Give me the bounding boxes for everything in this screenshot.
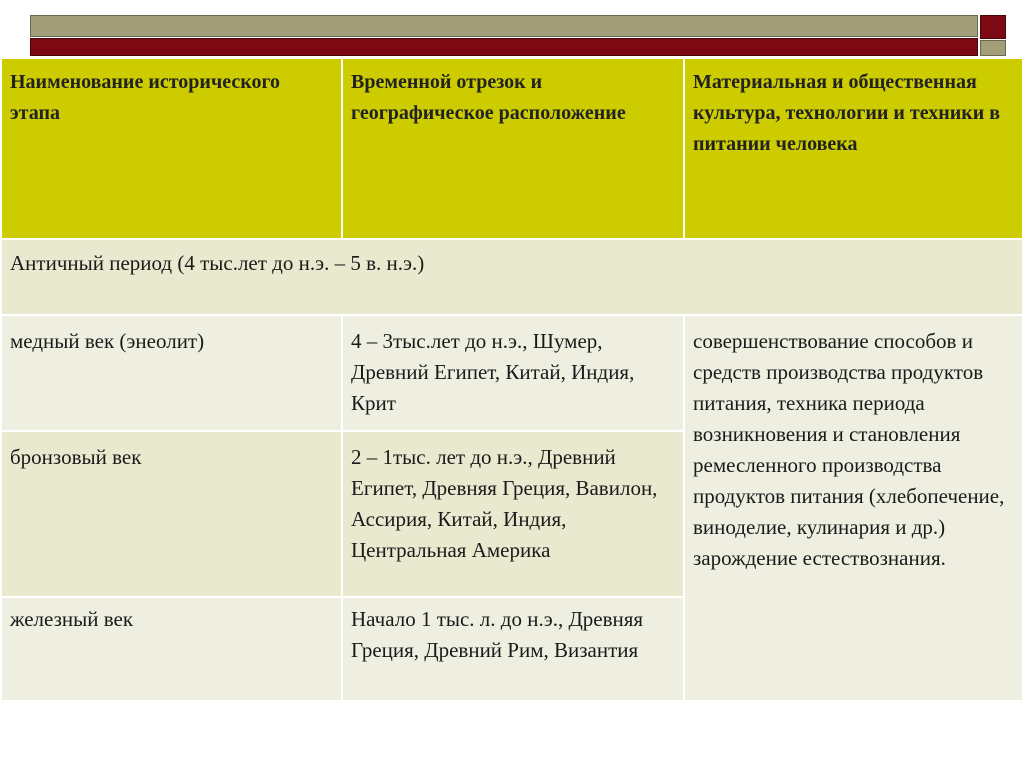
time-cell: 4 – 3тыс.лет до н.э., Шумер, Древний Египет, Китай, Индия, Крит [342, 315, 684, 431]
decor-square-olive [980, 40, 1006, 56]
table-header-row [1, 58, 1023, 239]
stage-cell: железный век [1, 597, 342, 701]
header-stage-name: Наименование исторического этапа [1, 58, 342, 239]
history-table [0, 57, 1024, 702]
header-time-location: Временной отрезок и географическое расположение [342, 58, 684, 239]
period-title: Античный период (4 тыс.лет до н.э. – 5 в. н.э.) [1, 239, 1023, 315]
header-culture: Материальная и общественная культура, технологии и техники в питании человека [684, 58, 1023, 239]
decor-square-red [980, 15, 1006, 39]
stage-cell: бронзовый век [1, 431, 342, 597]
time-cell: 2 – 1тыс. лет до н.э., Древний Египет, Древняя Греция, Вавилон, Ассирия, Китай, Индия, Центральная Америка [342, 431, 684, 597]
decor-bar-olive [30, 15, 978, 37]
table-row [1, 315, 1023, 431]
stage-cell: медный век (энеолит) [1, 315, 342, 431]
time-cell: Начало 1 тыс. л. до н.э., Древняя Греция, Древний Рим, Византия [342, 597, 684, 701]
culture-cell: совершенствование способов и средств производства продуктов питания, техника периода возникновения и становления ремесленного производства продуктов питания (хлебопечение, виноделие, кулинария и др.) зарождение естествознания. [684, 315, 1023, 701]
decor-bar-red [30, 38, 978, 56]
period-row [1, 239, 1023, 315]
